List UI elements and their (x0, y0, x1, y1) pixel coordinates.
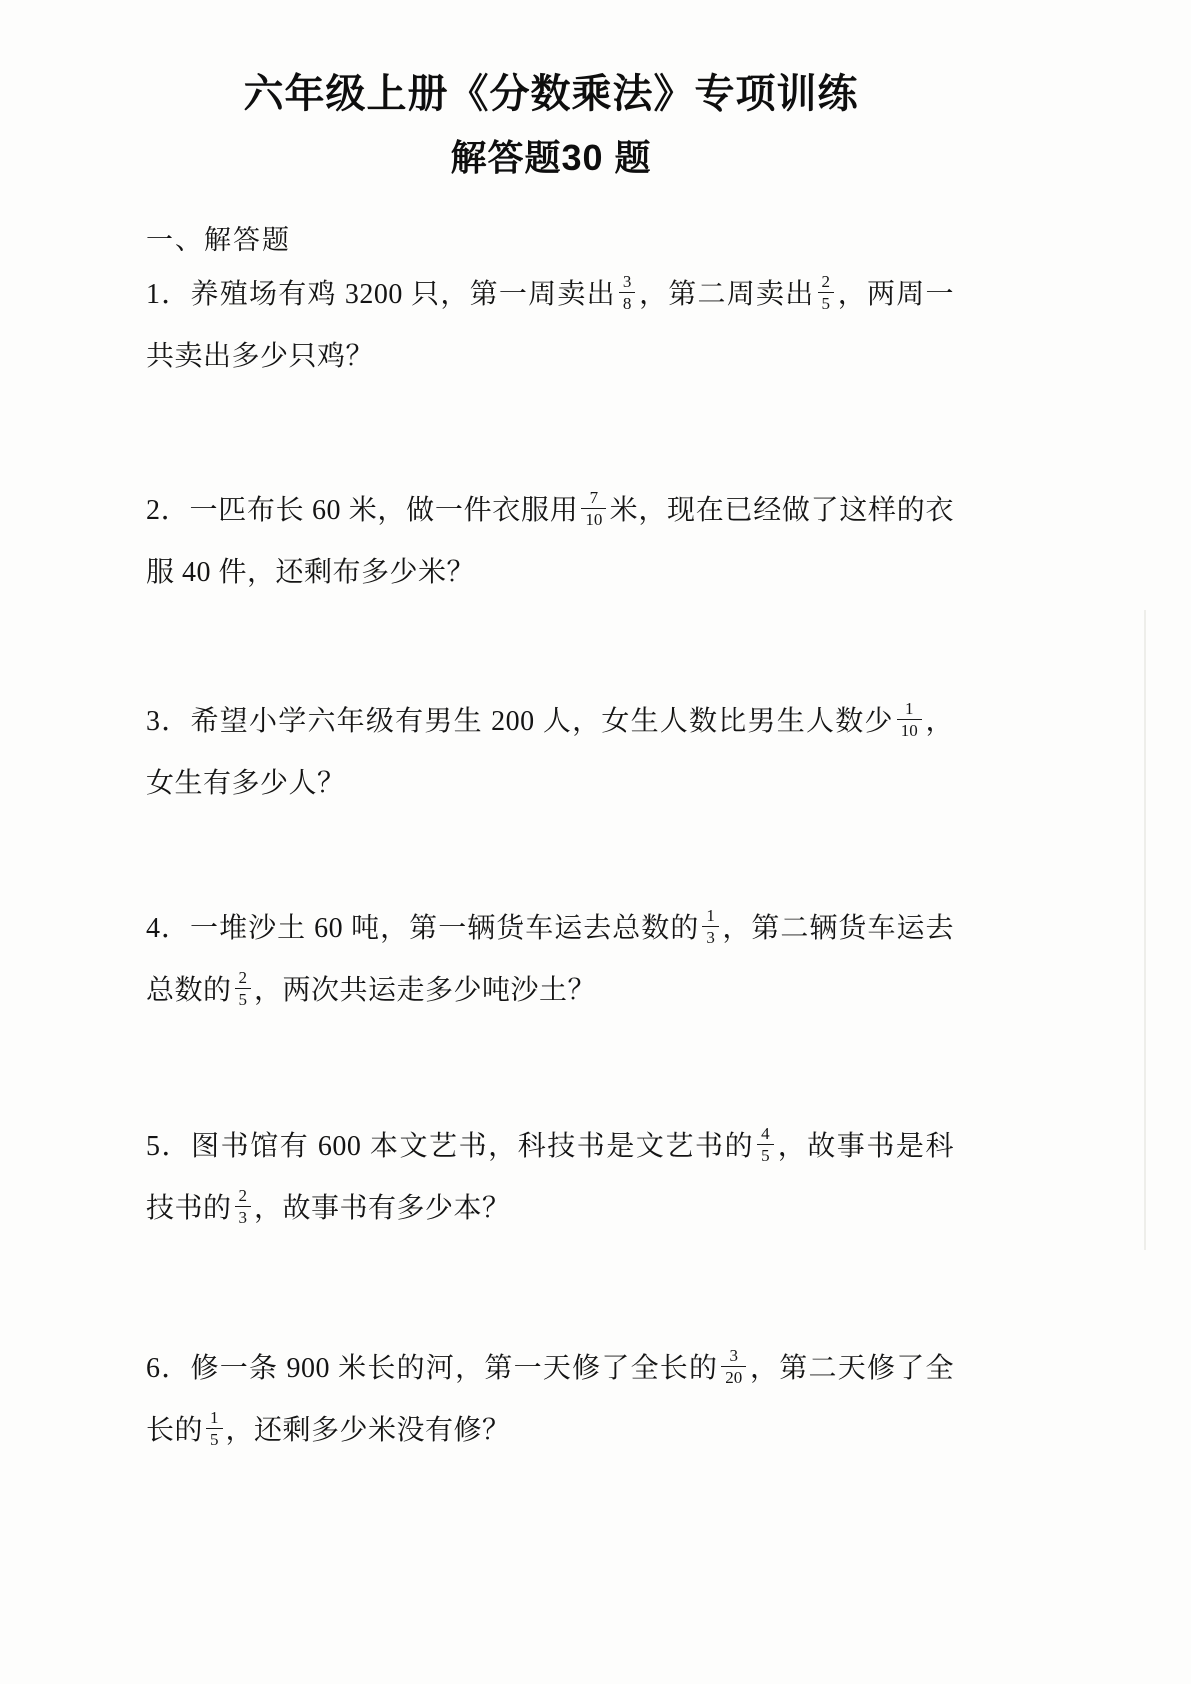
fraction-denominator: 3 (238, 1208, 248, 1228)
fraction-numerator: 1 (702, 906, 719, 928)
fraction (206, 1408, 223, 1450)
question-text: ，第二周卖出 (638, 279, 815, 310)
fraction-denominator: 3 (706, 928, 715, 948)
question-number: 5． (146, 1131, 192, 1162)
question-text: 希望小学六年级有男生 200 人，女生人数比男生人数少 (190, 706, 894, 737)
fraction-numerator: 7 (581, 488, 606, 510)
question-number: 2． (146, 495, 190, 526)
fraction-numerator: 3 (619, 272, 636, 294)
question-text: ，第二天修了全长的 (146, 1353, 954, 1446)
fraction (702, 906, 719, 948)
section-heading: 一、解答题 (146, 225, 291, 255)
fraction-numerator: 1 (206, 1408, 223, 1430)
question-text: 一匹布长 60 米，做一件衣服用 (189, 495, 579, 526)
page-subtitle: 解答题30 题 (450, 137, 652, 178)
fraction-numerator: 2 (235, 1186, 252, 1208)
fraction-denominator: 5 (210, 1430, 219, 1450)
question-text: 米，现在已经做了这样的衣服 40 件，还剩布多少米？ (146, 495, 954, 588)
fraction (581, 488, 606, 530)
fraction-numerator: 2 (235, 968, 252, 990)
fraction (757, 1124, 774, 1166)
fraction-denominator: 5 (238, 990, 248, 1010)
question-item (146, 691, 954, 815)
fraction (235, 968, 252, 1010)
question-number: 3． (146, 706, 191, 737)
question-item (146, 1338, 954, 1462)
fraction-numerator: 2 (818, 272, 835, 294)
fraction-numerator: 4 (757, 1124, 774, 1146)
question-text: 图书馆有 600 本文艺书，科技书是文艺书的 (191, 1131, 755, 1162)
fraction (235, 1186, 252, 1228)
question-item (146, 264, 954, 388)
fraction (897, 699, 922, 741)
question-text: ，两次共运走多少吨沙土？ (254, 975, 597, 1006)
fraction-denominator: 10 (900, 721, 918, 741)
question-text: ，两周一共卖出多少只鸡？ (146, 279, 954, 372)
fraction (619, 272, 636, 314)
question-number: 6． (146, 1353, 191, 1384)
fraction-denominator: 10 (585, 510, 603, 530)
question-number: 1． (146, 279, 191, 310)
question-item (146, 1116, 954, 1240)
fraction-denominator: 8 (622, 294, 632, 314)
question-number: 4． (146, 913, 191, 944)
question-text: ，女生有多少人？ (146, 706, 954, 799)
fraction-denominator: 5 (761, 1146, 770, 1166)
fraction-denominator: 5 (821, 294, 830, 314)
question-item (146, 480, 954, 604)
page-title: 六年级上册《分数乘法》专项训练 (243, 72, 859, 116)
question-text: 养殖场有鸡 3200 只，第一周卖出 (190, 279, 616, 310)
question-item (146, 898, 954, 1022)
fraction (818, 272, 835, 314)
question-text: ，故事书有多少本？ (254, 1193, 511, 1224)
scan-artifact-line (1144, 610, 1146, 1250)
fraction-numerator: 1 (897, 699, 922, 721)
fraction-numerator: 3 (721, 1346, 746, 1368)
question-text: ，还剩多少米没有修？ (225, 1415, 511, 1446)
fraction (721, 1346, 746, 1388)
question-text: 修一条 900 米长的河，第一天修了全长的 (190, 1353, 719, 1384)
question-text: 一堆沙土 60 吨，第一辆货车运去总数的 (190, 913, 700, 944)
fraction-denominator: 20 (725, 1368, 743, 1388)
question-text: ，故事书是科技书的 (146, 1131, 954, 1224)
question-text: ，第二辆货车运去总数的 (146, 913, 954, 1006)
